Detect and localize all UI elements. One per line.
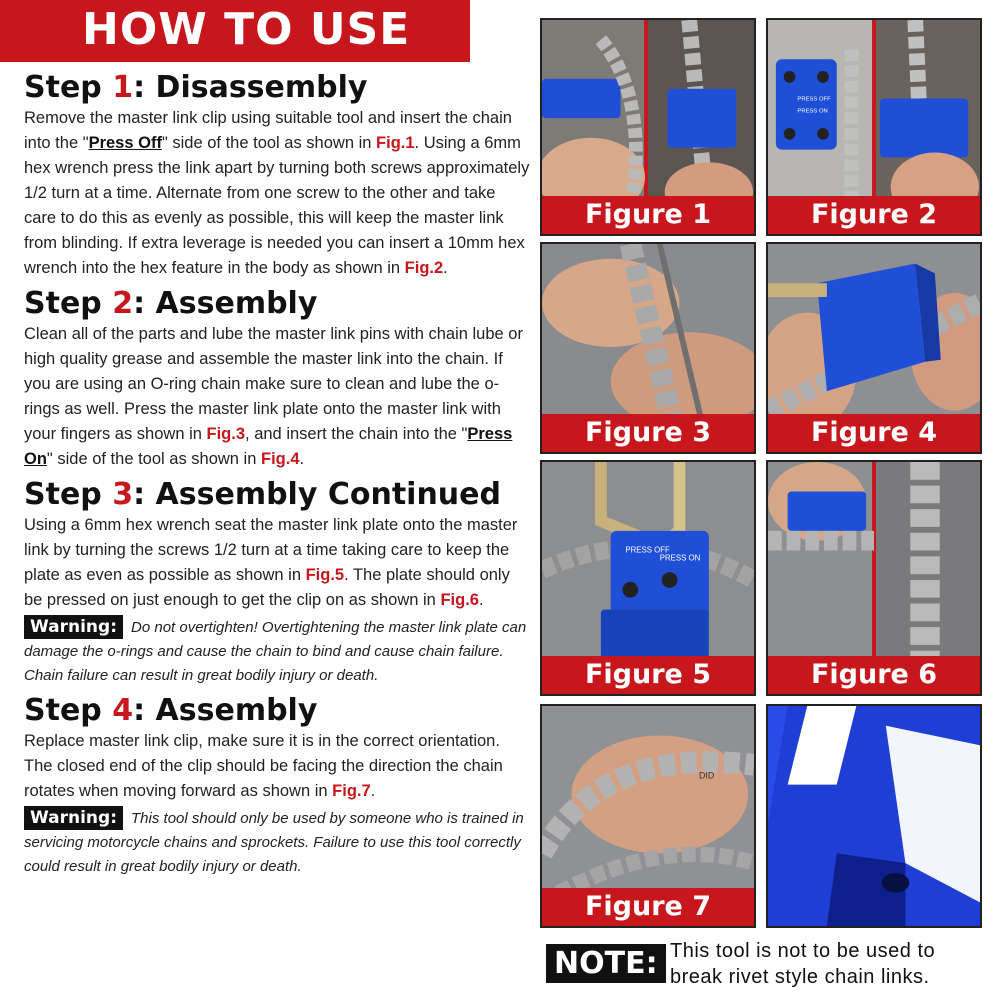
fig4-ref: Fig.4 [261,450,300,468]
note-text [670,938,935,990]
figure-5-press-on-text: PRESS ON [659,553,701,563]
fig1-ref: Fig.1 [376,134,415,152]
press-off-label: Press Off [88,134,162,152]
fig6-ref: Fig.6 [440,591,479,609]
figure-3 [540,242,756,454]
figure-2-press-on-text: PRESS ON [797,108,828,115]
figure-7 [540,704,756,928]
figure-4-label: Figure 4 [768,414,980,452]
figure-2-label: Figure 2 [768,196,980,234]
figure-2-press-off-text: PRESS OFF [797,96,831,103]
step-3-title: Step 3: Assembly Continued [24,477,501,512]
step-1-title: Step 1: Disassembly [24,70,368,105]
step-2 [24,286,530,472]
press-on-label: Press On [24,425,513,468]
figure-6-label: Figure 6 [768,656,980,694]
product-closeup [766,704,982,928]
fig5-ref: Fig.5 [305,566,345,584]
instructions-column [24,70,530,879]
step-4 [24,693,530,879]
note-text-line-2: break rivet style chain links. [670,966,930,988]
warning-overtighten: Warning: Do not overtighten! Overtightening the master link plate can damage the o-rings and cause the chain to bind and cause chain failure. Chain failure can result in great bodily injury or death. [24,617,527,684]
header-banner [0,0,470,62]
step-2-body: Clean all of the parts and lube the master link pins with chain lube or high quality grease and assemble the master link into the chain. If you are using an O-ring chain make sure to clean and lube the o-rings as well. Press the master link plate onto the master link with your fingers as shown in Fig.3, and insert the chain into the "Press On" side of the tool as shown in Fig.4. [24,325,523,468]
figure-5-press-off-text: PRESS OFF [625,545,670,555]
step-3-body: Using a 6mm hex wrench seat the master link plate onto the master link by turning the screws 1/2 turn at a time taking care to keep the plate as even as possible as shown in Fig.5. The plate should only be pressed on just enough to get the clip on as shown in Fig.6. [24,516,518,609]
fig2-ref: Fig.2 [404,259,444,277]
warning-badge: Warning: [24,806,123,830]
step-4-title: Step 4: Assembly [24,693,318,728]
figure-7-chain-text: DID [699,770,715,781]
fig7-ref: Fig.7 [332,782,371,800]
page-title: HOW TO USE [82,4,411,55]
step-1-body: Remove the master link clip using suitable tool and insert the chain into the "Press Off" side of the tool as shown in Fig.1. Using a 6mm hex wrench press the link apart by turning both screws approximately 1/2 turn at a time. Alternate from one screw to the other and take care to do this as evenly as possible, this will keep the master link from blinding. If extra leverage is needed you can insert a 10mm hex wrench into the hex feature in the body as shown in Fig.2. [24,109,530,277]
warning-badge: Warning: [24,615,123,639]
step-1 [24,70,530,281]
figure-6 [766,460,982,696]
warning-trained: Warning: This tool should only be used by someone who is trained in servicing motorcycle chains and sprockets. Failure to use this tool correctly could result in great bodily injury or death. [24,808,524,875]
figure-2 [766,18,982,236]
figure-5-label: Figure 5 [542,656,754,694]
figure-3-label: Figure 3 [542,414,754,452]
figure-5 [540,460,756,696]
figure-1 [540,18,756,236]
note-badge: NOTE: [546,944,666,983]
step-3 [24,477,530,688]
figure-1-label: Figure 1 [542,196,754,234]
figure-7-label: Figure 7 [542,888,754,926]
note-box [546,938,986,994]
step-4-body: Replace master link clip, make sure it is in the correct orientation. The closed end of the clip should be facing the direction the chain rotates when moving forward as shown in Fig.7. [24,732,503,800]
fig3-ref: Fig.3 [206,425,246,443]
note-text-line-1: This tool is not to be used to [670,940,936,962]
product-closeup-photo [768,706,980,926]
figure-4 [766,242,982,454]
step-2-title: Step 2: Assembly [24,286,318,321]
